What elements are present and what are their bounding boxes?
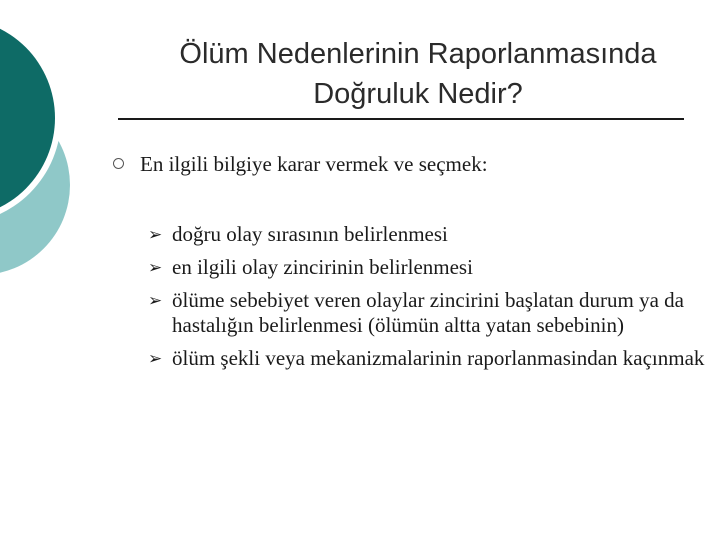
sub-bullet-text: doğru olay sırasının belirlenmesi xyxy=(172,222,448,246)
arrow-bullet-icon: ➢ xyxy=(148,225,163,245)
sub-bullet-text: ölüme sebebiyet veren olaylar zincirini başlatan durum ya da hastalığın belirlenmesi (ölümün altta yatan sebebinin) xyxy=(172,288,684,337)
sub-bullet-list xyxy=(148,222,708,379)
slide-title xyxy=(118,34,718,114)
title-line-1: Ölüm Nedenlerinin Raporlanmasında xyxy=(179,38,657,70)
sub-bullet-item xyxy=(148,288,708,338)
arrow-bullet-icon: ➢ xyxy=(148,258,163,278)
sub-bullet-text: en ilgili olay zincirinin belirlenmesi xyxy=(172,255,473,279)
title-line-2: Doğruluk Nedir? xyxy=(313,78,523,110)
sub-bullet-text: ölüm şekli veya mekanizmalarinin raporlanmasindan kaçınmak xyxy=(172,346,705,370)
ring-bullet-icon xyxy=(113,158,124,169)
sub-bullet-item xyxy=(148,255,708,280)
sub-bullet-item xyxy=(148,346,708,371)
arrow-bullet-icon: ➢ xyxy=(148,291,163,311)
arrow-bullet-icon: ➢ xyxy=(148,349,163,369)
sub-bullet-item xyxy=(148,222,708,247)
main-bullet-text: En ilgili bilgiye karar vermek ve seçmek: xyxy=(140,152,488,176)
title-divider xyxy=(118,118,684,120)
